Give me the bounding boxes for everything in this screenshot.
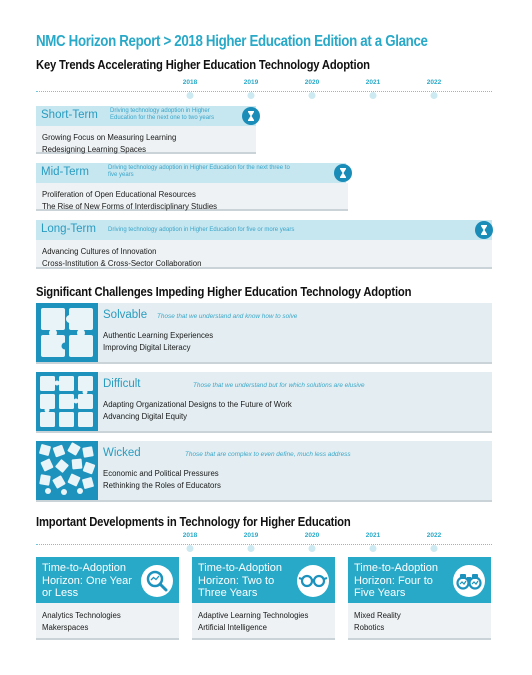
development-item: Mixed Reality [354, 611, 401, 620]
trend-long-term-body [36, 240, 492, 269]
challenge-description: Those that we understand but for which solutions are elusive [193, 382, 365, 389]
puzzle-icon [36, 303, 98, 362]
trend-item: Growing Focus on Measuring Learning [42, 133, 177, 142]
development-card-title: Time-to-Adoption Horizon: Two to Three Years [198, 562, 282, 599]
challenge-item: Improving Digital Literacy [103, 343, 191, 352]
developments-timeline [36, 532, 492, 549]
trend-short-term-header [36, 106, 256, 126]
trend-item: Redesigning Learning Spaces [42, 145, 147, 154]
development-item: Artificial Intelligence [198, 623, 267, 632]
timeline-year: 2018 [182, 532, 198, 539]
challenge-difficult [36, 372, 492, 433]
timeline-year: 2021 [365, 532, 381, 539]
timeline-year: 2018 [182, 79, 198, 86]
development-card-title: Time-to-Adoption Horizon: Four to Five Years [354, 562, 438, 599]
development-item: Analytics Technologies [42, 611, 121, 620]
timeline-year: 2022 [426, 532, 442, 539]
development-item: Makerspaces [42, 623, 89, 632]
trend-mid-term-body [36, 183, 348, 211]
puzzle-icon [36, 441, 98, 500]
trends-section-title: Key Trends Accelerating Higher Education Technology Adoption [36, 58, 370, 72]
development-item: Robotics [354, 623, 385, 632]
timeline-year: 2019 [243, 79, 259, 86]
timeline-year: 2020 [304, 79, 320, 86]
trend-label: Short-Term [41, 109, 98, 121]
puzzle-icon [36, 372, 98, 431]
glasses-icon [297, 565, 329, 597]
challenge-name: Solvable [103, 309, 148, 321]
challenge-name: Difficult [103, 378, 141, 390]
report-title: NMC Horizon Report > 2018 Higher Education Edition at a Glance [36, 33, 428, 50]
challenge-item: Authentic Learning Experiences [103, 331, 214, 340]
timeline-year: 2020 [304, 532, 320, 539]
challenge-item: Adapting Organizational Designs to the Future of Work [103, 400, 292, 409]
trend-description: Driving technology adoption in Higher Education for the next three to five years [108, 165, 290, 178]
trend-item: Proliferation of Open Educational Resources [42, 190, 196, 199]
development-card-near-term [36, 557, 179, 640]
trend-long-term-header [36, 220, 492, 240]
binoculars-icon [453, 565, 485, 597]
trend-item: Cross-Institution & Cross-Sector Collaboration [42, 259, 202, 268]
developments-section-title: Important Developments in Technology for Higher Education [36, 515, 351, 529]
challenge-description: Those that are complex to even define, much less address [185, 451, 351, 458]
trends-timeline [36, 79, 492, 96]
trend-item: Advancing Cultures of Innovation [42, 247, 157, 256]
development-item: Adaptive Learning Technologies [198, 611, 309, 620]
challenge-description: Those that we understand and know how to solve [157, 313, 298, 320]
development-card-mid-term [192, 557, 335, 640]
challenge-solvable [36, 303, 492, 364]
trend-label: Long-Term [41, 223, 96, 235]
hourglass-icon [334, 164, 352, 182]
challenge-name: Wicked [103, 447, 141, 459]
trend-description: Driving technology adoption in Higher Education for the next one to two years [110, 108, 215, 121]
hourglass-icon [242, 107, 260, 125]
trend-label: Mid-Term [41, 166, 89, 178]
development-card-far-term [348, 557, 491, 640]
challenges-section-title: Significant Challenges Impeding Higher Education Technology Adoption [36, 285, 412, 299]
trend-description: Driving technology adoption in Higher Education for five or more years [108, 227, 295, 233]
timeline-year: 2021 [365, 79, 381, 86]
development-card-title: Time-to-Adoption Horizon: One Year or Less [42, 562, 132, 599]
hourglass-icon [475, 221, 493, 239]
timeline-year: 2019 [243, 532, 259, 539]
challenge-wicked [36, 441, 492, 502]
trend-item: The Rise of New Forms of Interdisciplinary Studies [42, 202, 218, 211]
challenge-item: Rethinking the Roles of Educators [103, 481, 221, 490]
trend-short-term-body [36, 126, 256, 154]
challenge-item: Advancing Digital Equity [103, 412, 188, 421]
timeline-year: 2022 [426, 79, 442, 86]
challenge-item: Economic and Political Pressures [103, 469, 219, 478]
trend-mid-term-header [36, 163, 346, 183]
magnifier-icon [141, 565, 173, 597]
